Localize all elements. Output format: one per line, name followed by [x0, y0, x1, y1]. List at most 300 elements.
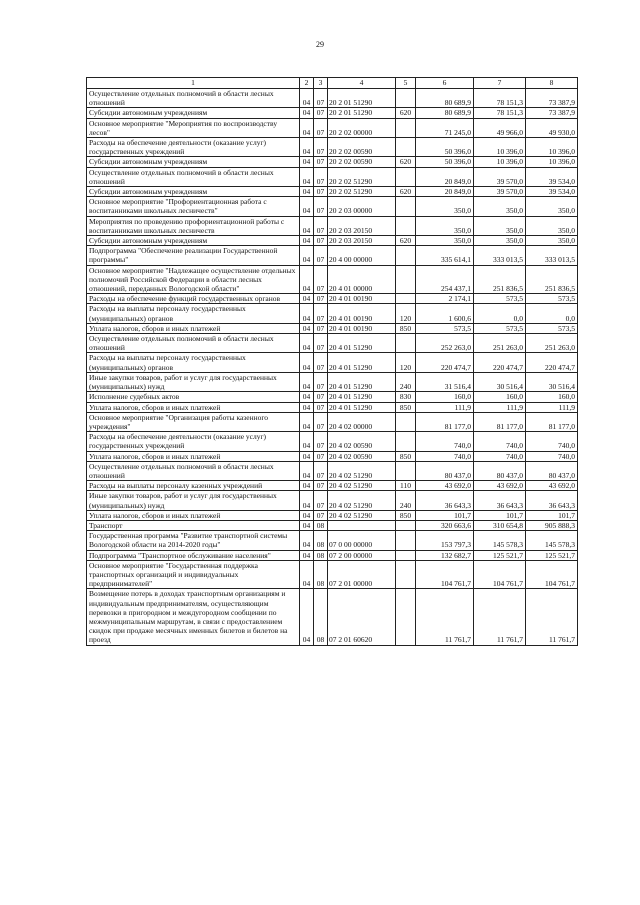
amount-col8-cell: 251 263,0 — [526, 334, 578, 353]
table-row — [87, 520, 578, 530]
expense-type-cell — [396, 89, 416, 108]
subsection-code-cell: 07 — [314, 304, 328, 323]
subsection-code-cell: 08 — [314, 560, 328, 589]
amount-col6-cell: 36 643,3 — [416, 491, 474, 510]
row-name-cell: Расходы на выплаты персоналу государственных (муниципальных) органов — [87, 353, 300, 372]
amount-col6-cell: 335 614,1 — [416, 246, 474, 265]
section-code-cell: 04 — [300, 589, 314, 645]
amount-col8-cell: 81 177,0 — [526, 412, 578, 431]
section-code-cell: 04 — [300, 236, 314, 246]
target-article-cell: 20 2 02 00000 — [328, 118, 396, 137]
amount-col8-cell: 36 643,3 — [526, 491, 578, 510]
section-code-cell: 04 — [300, 216, 314, 235]
expense-type-cell — [396, 265, 416, 294]
budget-table — [86, 77, 578, 646]
target-article-cell: 07 2 00 00000 — [328, 550, 396, 560]
target-article-cell: 20 4 02 00000 — [328, 412, 396, 431]
subsection-code-cell: 07 — [314, 491, 328, 510]
section-code-cell: 04 — [300, 510, 314, 520]
amount-col6-cell: 20 849,0 — [416, 167, 474, 186]
amount-col7-cell: 78 151,3 — [474, 108, 526, 118]
expense-type-cell: 850 — [396, 451, 416, 461]
table-row — [87, 197, 578, 216]
table-row — [87, 167, 578, 186]
row-name-cell: Субсидии автономным учреждениям — [87, 187, 300, 197]
section-code-cell: 04 — [300, 560, 314, 589]
row-name-cell: Субсидии автономным учреждениям — [87, 236, 300, 246]
subsection-code-cell: 08 — [314, 589, 328, 645]
expense-type-cell — [396, 246, 416, 265]
amount-col7-cell: 350,0 — [474, 216, 526, 235]
amount-col8-cell: 160,0 — [526, 392, 578, 402]
expense-type-cell: 620 — [396, 187, 416, 197]
row-name-cell: Транспорт — [87, 520, 300, 530]
section-code-cell: 04 — [300, 451, 314, 461]
subsection-code-cell: 07 — [314, 187, 328, 197]
amount-col6-cell: 101,7 — [416, 510, 474, 520]
expense-type-cell: 120 — [396, 304, 416, 323]
expense-type-cell — [396, 294, 416, 304]
amount-col8-cell: 905 888,3 — [526, 520, 578, 530]
amount-col6-cell: 740,0 — [416, 451, 474, 461]
subsection-code-cell: 07 — [314, 323, 328, 333]
section-code-cell: 04 — [300, 265, 314, 294]
amount-col7-cell: 101,7 — [474, 510, 526, 520]
expense-type-cell — [396, 334, 416, 353]
amount-col7-cell: 160,0 — [474, 392, 526, 402]
target-article-cell: 20 4 02 51290 — [328, 481, 396, 491]
row-name-cell: Расходы на выплаты персоналу государственных (муниципальных) органов — [87, 304, 300, 323]
row-name-cell: Расходы на обеспечение функций государственных органов — [87, 294, 300, 304]
target-article-cell: 20 4 01 51290 — [328, 353, 396, 372]
amount-col6-cell: 132 682,7 — [416, 550, 474, 560]
amount-col7-cell: 251 263,0 — [474, 334, 526, 353]
amount-col7-cell: 740,0 — [474, 451, 526, 461]
target-article-cell: 07 2 01 00000 — [328, 560, 396, 589]
table-row — [87, 294, 578, 304]
target-article-cell: 20 2 01 51290 — [328, 108, 396, 118]
row-name-cell: Государственная программа "Развитие транспортной системы Вологодской области на 2014-2020 годы" — [87, 531, 300, 550]
amount-col7-cell: 10 396,0 — [474, 157, 526, 167]
amount-col7-cell: 740,0 — [474, 432, 526, 451]
amount-col7-cell: 333 013,5 — [474, 246, 526, 265]
expense-type-cell: 620 — [396, 236, 416, 246]
amount-col8-cell: 104 761,7 — [526, 560, 578, 589]
table-row — [87, 560, 578, 589]
header-cell-5: 5 — [396, 78, 416, 89]
amount-col7-cell: 310 654,8 — [474, 520, 526, 530]
row-name-cell: Осуществление отдельных полномочий в области лесных отношений — [87, 167, 300, 186]
amount-col6-cell: 50 396,0 — [416, 138, 474, 157]
amount-col8-cell: 73 387,9 — [526, 108, 578, 118]
expense-type-cell — [396, 461, 416, 480]
amount-col6-cell: 350,0 — [416, 216, 474, 235]
amount-col8-cell: 350,0 — [526, 216, 578, 235]
amount-col7-cell: 36 643,3 — [474, 491, 526, 510]
expense-type-cell — [396, 138, 416, 157]
amount-col6-cell: 254 437,1 — [416, 265, 474, 294]
amount-col8-cell: 251 836,5 — [526, 265, 578, 294]
amount-col6-cell: 252 263,0 — [416, 334, 474, 353]
amount-col7-cell: 78 151,3 — [474, 89, 526, 108]
expense-type-cell — [396, 550, 416, 560]
target-article-cell — [328, 520, 396, 530]
target-article-cell: 20 2 01 51290 — [328, 89, 396, 108]
target-article-cell: 07 2 01 60620 — [328, 589, 396, 645]
subsection-code-cell: 07 — [314, 246, 328, 265]
table-row — [87, 461, 578, 480]
header-cell-6: 6 — [416, 78, 474, 89]
amount-col7-cell: 30 516,4 — [474, 372, 526, 391]
target-article-cell: 20 2 03 00000 — [328, 197, 396, 216]
row-name-cell: Расходы на обеспечение деятельности (оказание услуг) государственных учреждений — [87, 138, 300, 157]
section-code-cell: 04 — [300, 491, 314, 510]
table-row — [87, 265, 578, 294]
target-article-cell: 07 0 00 00000 — [328, 531, 396, 550]
subsection-code-cell: 07 — [314, 412, 328, 431]
expense-type-cell — [396, 216, 416, 235]
expense-type-cell — [396, 531, 416, 550]
row-name-cell: Основное мероприятие "Государственная поддержка транспортных организаций и индивидуальных предпринимателей" — [87, 560, 300, 589]
amount-col8-cell: 0,0 — [526, 304, 578, 323]
row-name-cell: Осуществление отдельных полномочий в области лесных отношений — [87, 334, 300, 353]
subsection-code-cell: 08 — [314, 531, 328, 550]
amount-col7-cell: 43 692,0 — [474, 481, 526, 491]
amount-col7-cell: 145 578,3 — [474, 531, 526, 550]
table-row — [87, 491, 578, 510]
amount-col6-cell: 81 177,0 — [416, 412, 474, 431]
amount-col6-cell: 80 689,9 — [416, 108, 474, 118]
row-name-cell: Мероприятия по проведению профориентационной работы с воспитанниками школьных лесничеств — [87, 216, 300, 235]
subsection-code-cell: 07 — [314, 481, 328, 491]
subsection-code-cell: 07 — [314, 157, 328, 167]
section-code-cell: 04 — [300, 412, 314, 431]
expense-type-cell: 830 — [396, 392, 416, 402]
subsection-code-cell: 07 — [314, 334, 328, 353]
amount-col7-cell: 350,0 — [474, 197, 526, 216]
amount-col8-cell: 573,5 — [526, 294, 578, 304]
section-code-cell: 04 — [300, 402, 314, 412]
amount-col7-cell: 10 396,0 — [474, 138, 526, 157]
target-article-cell: 20 4 02 00590 — [328, 432, 396, 451]
amount-col8-cell: 49 930,0 — [526, 118, 578, 137]
amount-col8-cell: 39 534,0 — [526, 187, 578, 197]
amount-col7-cell: 39 570,0 — [474, 167, 526, 186]
table-row — [87, 187, 578, 197]
expense-type-cell: 240 — [396, 372, 416, 391]
target-article-cell: 20 4 01 51290 — [328, 334, 396, 353]
amount-col7-cell: 80 437,0 — [474, 461, 526, 480]
table-row — [87, 216, 578, 235]
row-name-cell: Основное мероприятие "Профориентационная работа с воспитанниками школьных лесничеств" — [87, 197, 300, 216]
expense-type-cell — [396, 432, 416, 451]
table-row — [87, 402, 578, 412]
subsection-code-cell: 07 — [314, 353, 328, 372]
amount-col8-cell: 333 013,5 — [526, 246, 578, 265]
target-article-cell: 20 4 01 51290 — [328, 372, 396, 391]
target-article-cell: 20 4 01 00190 — [328, 323, 396, 333]
section-code-cell: 04 — [300, 353, 314, 372]
section-code-cell: 04 — [300, 461, 314, 480]
amount-col7-cell: 573,5 — [474, 323, 526, 333]
target-article-cell: 20 4 02 51290 — [328, 510, 396, 520]
section-code-cell: 04 — [300, 246, 314, 265]
section-code-cell: 04 — [300, 520, 314, 530]
section-code-cell: 04 — [300, 432, 314, 451]
amount-col7-cell: 251 836,5 — [474, 265, 526, 294]
row-name-cell: Исполнение судебных актов — [87, 392, 300, 402]
row-name-cell: Подпрограмма "Транспортное обслуживание населения" — [87, 550, 300, 560]
amount-col6-cell: 11 761,7 — [416, 589, 474, 645]
subsection-code-cell: 07 — [314, 372, 328, 391]
amount-col6-cell: 20 849,0 — [416, 187, 474, 197]
subsection-code-cell: 07 — [314, 216, 328, 235]
section-code-cell: 04 — [300, 89, 314, 108]
table-row — [87, 432, 578, 451]
amount-col8-cell: 73 387,9 — [526, 89, 578, 108]
row-name-cell: Осуществление отдельных полномочий в области лесных отношений — [87, 461, 300, 480]
table-row — [87, 481, 578, 491]
table-row — [87, 323, 578, 333]
section-code-cell: 04 — [300, 108, 314, 118]
section-code-cell: 04 — [300, 118, 314, 137]
amount-col7-cell: 0,0 — [474, 304, 526, 323]
amount-col8-cell: 80 437,0 — [526, 461, 578, 480]
amount-col6-cell: 740,0 — [416, 432, 474, 451]
target-article-cell: 20 2 02 00590 — [328, 157, 396, 167]
subsection-code-cell: 07 — [314, 461, 328, 480]
amount-col8-cell: 740,0 — [526, 451, 578, 461]
row-name-cell: Уплата налогов, сборов и иных платежей — [87, 323, 300, 333]
section-code-cell: 04 — [300, 167, 314, 186]
section-code-cell: 04 — [300, 304, 314, 323]
amount-col6-cell: 111,9 — [416, 402, 474, 412]
row-name-cell: Уплата налогов, сборов и иных платежей — [87, 451, 300, 461]
table-row — [87, 412, 578, 431]
expense-type-cell: 620 — [396, 157, 416, 167]
row-name-cell: Расходы на выплаты персоналу казенных учреждений — [87, 481, 300, 491]
amount-col8-cell: 11 761,7 — [526, 589, 578, 645]
amount-col8-cell: 43 692,0 — [526, 481, 578, 491]
target-article-cell: 20 2 03 20150 — [328, 216, 396, 235]
amount-col6-cell: 320 663,6 — [416, 520, 474, 530]
amount-col6-cell: 220 474,7 — [416, 353, 474, 372]
header-row — [87, 78, 578, 89]
amount-col7-cell: 81 177,0 — [474, 412, 526, 431]
header-cell-7: 7 — [474, 78, 526, 89]
amount-col7-cell: 573,5 — [474, 294, 526, 304]
header-cell-8: 8 — [526, 78, 578, 89]
target-article-cell: 20 4 01 51290 — [328, 402, 396, 412]
amount-col7-cell: 220 474,7 — [474, 353, 526, 372]
amount-col6-cell: 160,0 — [416, 392, 474, 402]
page-number: 29 — [316, 40, 324, 49]
table-row — [87, 138, 578, 157]
expense-type-cell — [396, 412, 416, 431]
header-cell-4: 4 — [328, 78, 396, 89]
amount-col8-cell: 350,0 — [526, 197, 578, 216]
amount-col6-cell: 80 689,9 — [416, 89, 474, 108]
table-row — [87, 451, 578, 461]
subsection-code-cell: 07 — [314, 402, 328, 412]
row-name-cell: Уплата налогов, сборов и иных платежей — [87, 402, 300, 412]
expense-type-cell — [396, 118, 416, 137]
expense-type-cell: 120 — [396, 353, 416, 372]
section-code-cell: 04 — [300, 187, 314, 197]
section-code-cell: 04 — [300, 481, 314, 491]
expense-type-cell: 110 — [396, 481, 416, 491]
row-name-cell: Подпрограмма "Обеспечение реализации Государственной программы" — [87, 246, 300, 265]
subsection-code-cell: 07 — [314, 197, 328, 216]
amount-col8-cell: 350,0 — [526, 236, 578, 246]
target-article-cell: 20 2 02 51290 — [328, 167, 396, 186]
amount-col8-cell: 10 396,0 — [526, 157, 578, 167]
amount-col7-cell: 39 570,0 — [474, 187, 526, 197]
amount-col6-cell: 50 396,0 — [416, 157, 474, 167]
expense-type-cell: 240 — [396, 491, 416, 510]
subsection-code-cell: 07 — [314, 138, 328, 157]
subsection-code-cell: 07 — [314, 510, 328, 520]
row-name-cell: Основное мероприятие "Надлежащее осуществление отдельных полномочий Российской Федерации в области лесных отношений, переданных Вологодской области" — [87, 265, 300, 294]
row-name-cell: Субсидии автономным учреждениям — [87, 108, 300, 118]
amount-col6-cell: 350,0 — [416, 197, 474, 216]
section-code-cell: 04 — [300, 157, 314, 167]
section-code-cell: 04 — [300, 334, 314, 353]
amount-col6-cell: 573,5 — [416, 323, 474, 333]
target-article-cell: 20 4 02 51290 — [328, 461, 396, 480]
amount-col8-cell: 30 516,4 — [526, 372, 578, 391]
subsection-code-cell: 07 — [314, 89, 328, 108]
table-row — [87, 372, 578, 391]
amount-col6-cell: 71 245,0 — [416, 118, 474, 137]
table-row — [87, 510, 578, 520]
subsection-code-cell: 07 — [314, 432, 328, 451]
target-article-cell: 20 4 02 00590 — [328, 451, 396, 461]
expense-type-cell — [396, 197, 416, 216]
target-article-cell: 20 2 02 51290 — [328, 187, 396, 197]
subsection-code-cell: 07 — [314, 236, 328, 246]
row-name-cell: Иные закупки товаров, работ и услуг для государственных (муниципальных) нужд — [87, 372, 300, 391]
section-code-cell: 04 — [300, 294, 314, 304]
table-row — [87, 304, 578, 323]
amount-col6-cell: 2 174,1 — [416, 294, 474, 304]
table-row — [87, 531, 578, 550]
amount-col8-cell: 740,0 — [526, 432, 578, 451]
subsection-code-cell: 08 — [314, 550, 328, 560]
expense-type-cell: 850 — [396, 510, 416, 520]
amount-col7-cell: 49 966,0 — [474, 118, 526, 137]
amount-col8-cell: 10 396,0 — [526, 138, 578, 157]
target-article-cell: 20 4 01 00190 — [328, 304, 396, 323]
row-name-cell: Уплата налогов, сборов и иных платежей — [87, 510, 300, 520]
header-cell-3: 3 — [314, 78, 328, 89]
amount-col8-cell: 125 521,7 — [526, 550, 578, 560]
subsection-code-cell: 07 — [314, 118, 328, 137]
amount-col7-cell: 125 521,7 — [474, 550, 526, 560]
row-name-cell: Иные закупки товаров, работ и услуг для государственных (муниципальных) нужд — [87, 491, 300, 510]
table-row — [87, 353, 578, 372]
section-code-cell: 04 — [300, 197, 314, 216]
section-code-cell: 04 — [300, 323, 314, 333]
table-row — [87, 118, 578, 137]
subsection-code-cell: 08 — [314, 520, 328, 530]
amount-col8-cell: 220 474,7 — [526, 353, 578, 372]
amount-col6-cell: 80 437,0 — [416, 461, 474, 480]
amount-col8-cell: 573,5 — [526, 323, 578, 333]
section-code-cell: 04 — [300, 138, 314, 157]
row-name-cell: Осуществление отдельных полномочий в области лесных отношений — [87, 89, 300, 108]
expense-type-cell — [396, 589, 416, 645]
expense-type-cell — [396, 167, 416, 186]
expense-type-cell — [396, 560, 416, 589]
amount-col6-cell: 1 600,6 — [416, 304, 474, 323]
amount-col8-cell: 145 578,3 — [526, 531, 578, 550]
amount-col8-cell: 39 534,0 — [526, 167, 578, 186]
target-article-cell: 20 4 01 51290 — [328, 392, 396, 402]
amount-col8-cell: 111,9 — [526, 402, 578, 412]
section-code-cell: 04 — [300, 531, 314, 550]
row-name-cell: Возмещение потерь в доходах транспортным организациям и индивидуальным предпринимателям, осуществляющим перевозки в пригородном и междугородном сообщении по межмуниципальным маршрутам, в связи с предоставлением скидок при продаже месячных именных билетов и билетов на проезд — [87, 589, 300, 645]
subsection-code-cell: 07 — [314, 265, 328, 294]
table-row — [87, 392, 578, 402]
target-article-cell: 20 4 02 51290 — [328, 491, 396, 510]
amount-col6-cell: 153 797,3 — [416, 531, 474, 550]
row-name-cell: Расходы на обеспечение деятельности (оказание услуг) государственных учреждений — [87, 432, 300, 451]
section-code-cell: 04 — [300, 392, 314, 402]
header-cell-1: 1 — [87, 78, 300, 89]
table-row — [87, 108, 578, 118]
table-row — [87, 550, 578, 560]
table-row — [87, 236, 578, 246]
section-code-cell: 04 — [300, 372, 314, 391]
table-row — [87, 157, 578, 167]
expense-type-cell: 620 — [396, 108, 416, 118]
expense-type-cell — [396, 520, 416, 530]
subsection-code-cell: 07 — [314, 392, 328, 402]
table-row — [87, 589, 578, 645]
subsection-code-cell: 07 — [314, 451, 328, 461]
expense-type-cell: 850 — [396, 402, 416, 412]
row-name-cell: Основное мероприятие "Организация работы казенного учреждения" — [87, 412, 300, 431]
row-name-cell: Субсидии автономным учреждениям — [87, 157, 300, 167]
target-article-cell: 20 4 00 00000 — [328, 246, 396, 265]
amount-col6-cell: 350,0 — [416, 236, 474, 246]
subsection-code-cell: 07 — [314, 108, 328, 118]
subsection-code-cell: 07 — [314, 167, 328, 186]
amount-col6-cell: 104 761,7 — [416, 560, 474, 589]
row-name-cell: Основное мероприятие "Мероприятия по воспроизводству лесов" — [87, 118, 300, 137]
amount-col7-cell: 350,0 — [474, 236, 526, 246]
expense-type-cell: 850 — [396, 323, 416, 333]
amount-col6-cell: 43 692,0 — [416, 481, 474, 491]
amount-col6-cell: 31 516,4 — [416, 372, 474, 391]
target-article-cell: 20 4 01 00000 — [328, 265, 396, 294]
table-row — [87, 334, 578, 353]
amount-col8-cell: 101,7 — [526, 510, 578, 520]
target-article-cell: 20 4 01 00190 — [328, 294, 396, 304]
header-cell-2: 2 — [300, 78, 314, 89]
target-article-cell: 20 2 03 20150 — [328, 236, 396, 246]
amount-col7-cell: 111,9 — [474, 402, 526, 412]
target-article-cell: 20 2 02 00590 — [328, 138, 396, 157]
subsection-code-cell: 07 — [314, 294, 328, 304]
section-code-cell: 04 — [300, 550, 314, 560]
table-row — [87, 246, 578, 265]
amount-col7-cell: 11 761,7 — [474, 589, 526, 645]
amount-col7-cell: 104 761,7 — [474, 560, 526, 589]
table-body — [87, 78, 578, 646]
table-row — [87, 89, 578, 108]
